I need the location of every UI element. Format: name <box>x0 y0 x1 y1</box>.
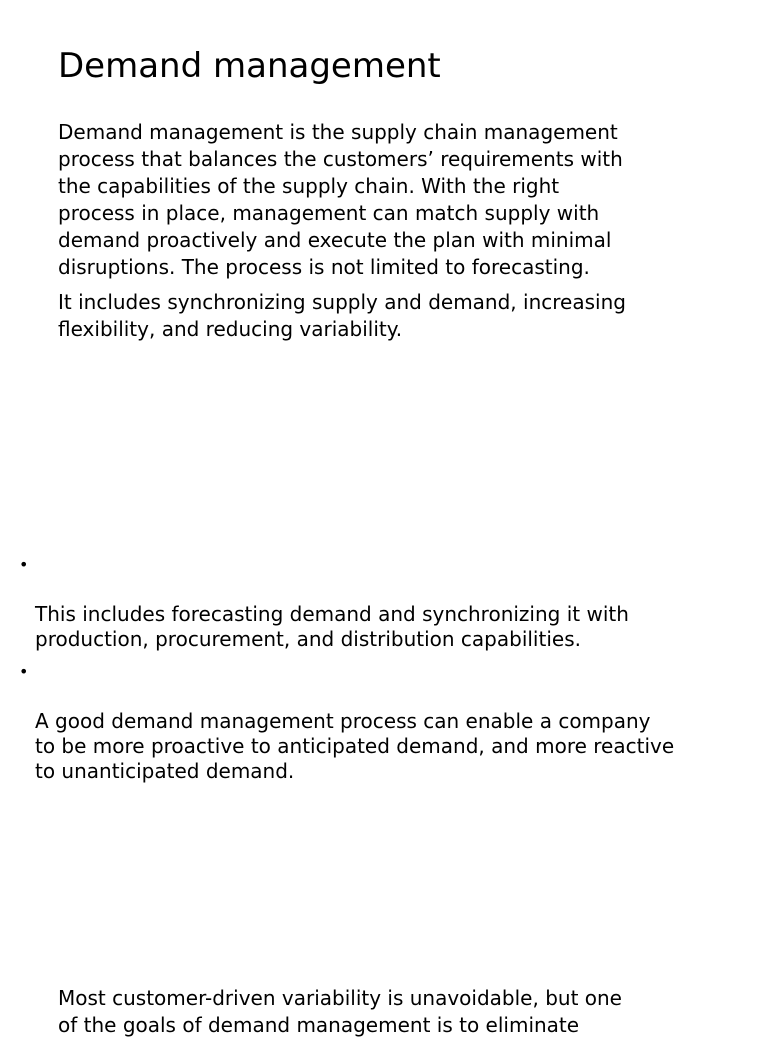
bullet-list <box>0 552 768 784</box>
page-title: Demand management <box>58 46 441 86</box>
bullet-icon: • <box>19 555 29 574</box>
paragraph-variability: Most customer-driven variability is unavoidable, but one of the goals of demand management is to eliminate <box>58 986 622 1037</box>
bullet-text: This includes forecasting demand and synchronizing it with production, procurement, and distribution capabilities. <box>35 602 629 651</box>
intro-text-block <box>58 119 708 343</box>
bullet-item-forecasting <box>0 552 768 652</box>
bullet-icon: • <box>19 662 29 681</box>
paragraph-includes: It includes synchronizing supply and demand, increasing flexibility, and reducing variability. <box>58 290 626 341</box>
bullet-item-process <box>0 659 768 784</box>
paragraph-definition: Demand management is the supply chain management process that balances the customers’ requirements with the capabilities of the supply chain. With the right process in place, management can match supply with demand proactively and execute the plan with minimal disruptions. The process is not limited to forecasting. <box>58 120 623 279</box>
bullet-text: A good demand management process can enable a company to be more proactive to anticipated demand, and more reactive to unanticipated demand. <box>35 709 675 783</box>
